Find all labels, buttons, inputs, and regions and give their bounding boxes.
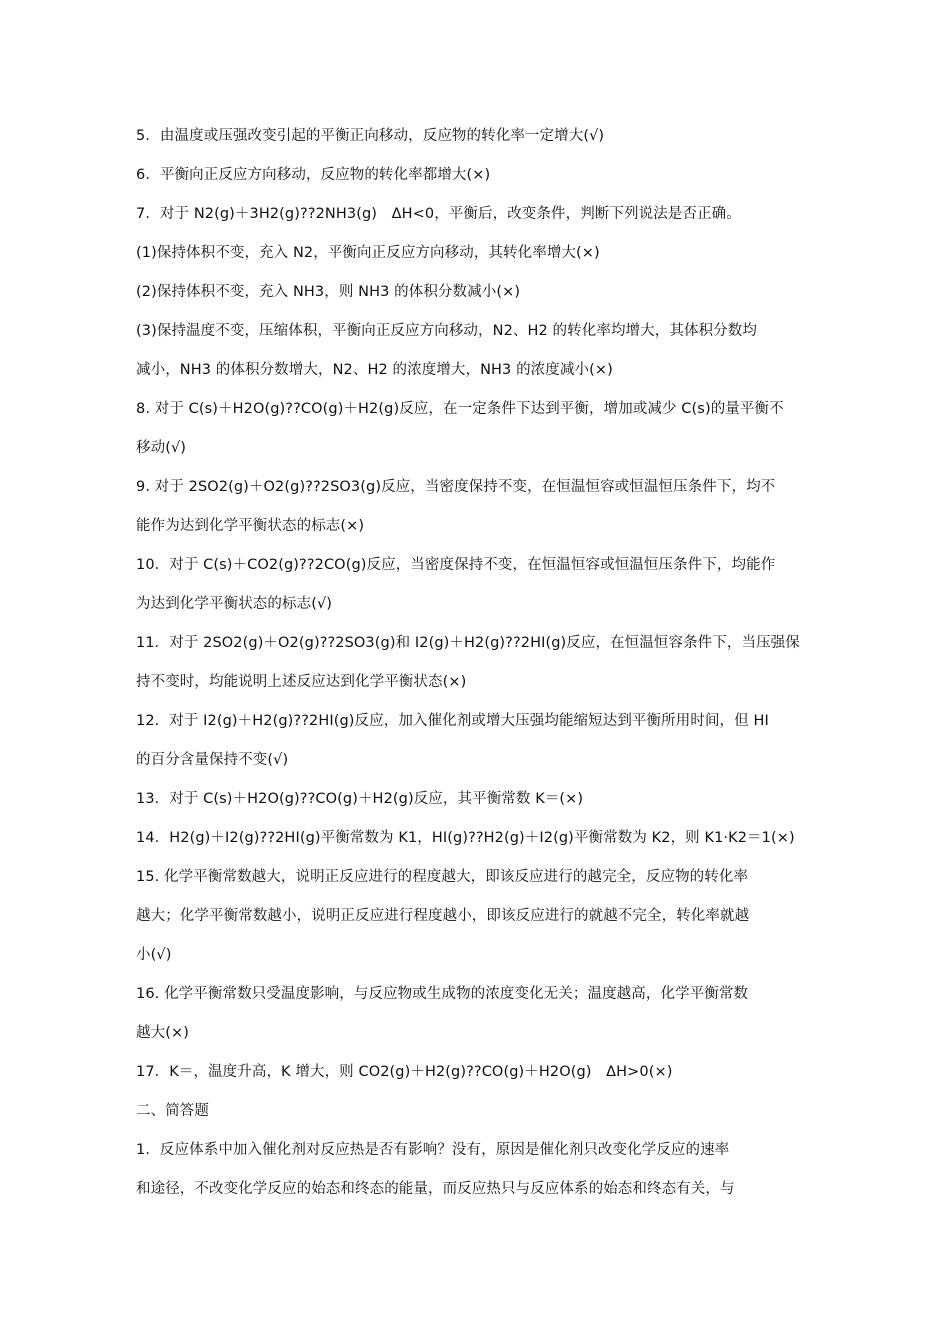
text-line: 能作为达到化学平衡状态的标志(×) [136, 518, 365, 534]
text-line: 17．K＝，温度升高，K 增大，则 CO2(g)＋H2(g)??CO(g)＋H2O(g) ΔH>0(×) [136, 1064, 673, 1080]
text-line: (2)保持体积不变，充入 NH3，则 NH3 的体积分数减小(×) [136, 284, 521, 300]
text-line: 持不变时，均能说明上述反应达到化学平衡状态(×) [136, 674, 467, 690]
text-line: 10．对于 C(s)＋CO2(g)??2CO(g)反应，当密度保持不变，在恒温恒容或恒温恒压条件下，均能作 [136, 557, 776, 573]
text-line: 6．平衡向正反应方向移动，反应物的转化率都增大(×) [136, 167, 491, 183]
text-line: 越大(×) [136, 1025, 189, 1041]
text-line: 1．反应体系中加入催化剂对反应热是否有影响？没有，原因是催化剂只改变化学反应的速率 [136, 1142, 730, 1158]
text-line: 16. 化学平衡常数只受温度影响，与反应物或生成物的浓度变化无关；温度越高，化学平衡常数 [136, 986, 749, 1002]
text-line: 和途径，不改变化学反应的始态和终态的能量，而反应热只与反应体系的始态和终态有关，与 [136, 1181, 735, 1197]
text-line: 12．对于 I2(g)＋H2(g)??2HI(g)反应，加入催化剂或增大压强均能缩短达到平衡所用时间，但 HI [136, 713, 769, 729]
text-line: (1)保持体积不变，充入 N2，平衡向正反应方向移动，其转化率增大(×) [136, 245, 600, 261]
section-heading: 二、简答题 [136, 1103, 209, 1119]
text-line: 移动(√) [136, 440, 187, 456]
text-line: 7．对于 N2(g)＋3H2(g)??2NH3(g) ΔH<0，平衡后，改变条件，判断下列说法是否正确。 [136, 206, 741, 222]
text-line: 8. 对于 C(s)＋H2O(g)??CO(g)＋H2(g)反应，在一定条件下达到平衡，增加或减少 C(s)的量平衡不 [136, 401, 784, 417]
text-line: 为达到化学平衡状态的标志(√) [136, 596, 333, 612]
document-body [136, 122, 816, 1214]
text-line: (3)保持温度不变，压缩体积，平衡向正反应方向移动，N2、H2 的转化率均增大，其体积分数均 [136, 323, 757, 339]
text-line: 越大；化学平衡常数越小，说明正反应进行程度越小，即该反应进行的就越不完全，转化率就越 [136, 908, 750, 924]
text-line: 小(√) [136, 947, 172, 963]
text-line: 11．对于 2SO2(g)＋O2(g)??2SO3(g)和 I2(g)＋H2(g)??2HI(g)反应，在恒温恒容条件下，当压强保 [136, 635, 800, 651]
text-line: 14．H2(g)＋I2(g)??2HI(g)平衡常数为 K1，HI(g)??H2(g)＋I2(g)平衡常数为 K2，则 K1·K2＝1(×) [136, 830, 795, 846]
text-line: 的百分含量保持不变(√) [136, 752, 289, 768]
text-line: 15. 化学平衡常数越大，说明正反应进行的程度越大，即该反应进行的越完全，反应物的转化率 [136, 869, 749, 885]
text-line: 9. 对于 2SO2(g)＋O2(g)??2SO3(g)反应，当密度保持不变，在恒温恒容或恒温恒压条件下，均不 [136, 479, 776, 495]
text-line: 减小，NH3 的体积分数增大，N2、H2 的浓度增大，NH3 的浓度减小(×) [136, 362, 613, 378]
text-line: 13．对于 C(s)＋H2O(g)??CO(g)＋H2(g)反应，其平衡常数 K＝(×) [136, 791, 584, 807]
text-line: 5．由温度或压强改变引起的平衡正向移动，反应物的转化率一定增大(√) [136, 128, 605, 144]
